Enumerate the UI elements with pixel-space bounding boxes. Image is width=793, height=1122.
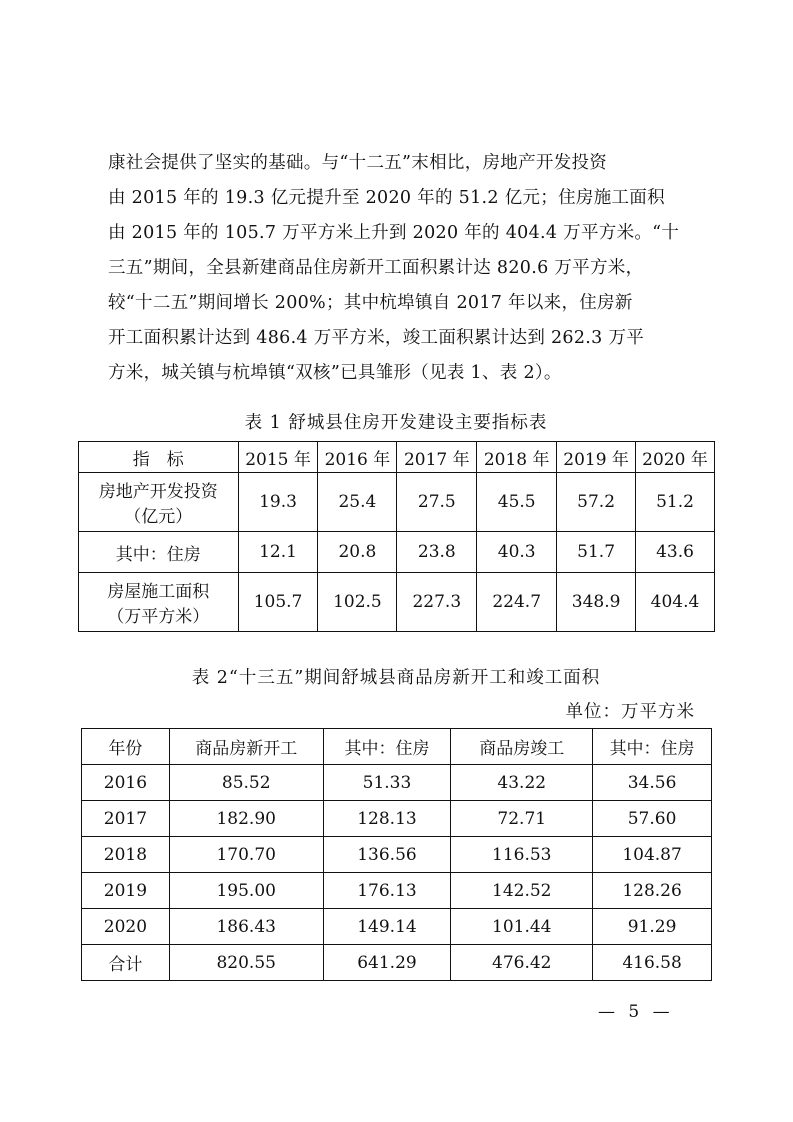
table-header-row <box>79 442 715 473</box>
table-cell: 23.8 <box>397 532 477 573</box>
header-cell: 2018 年 <box>477 442 557 473</box>
table-cell: 416.58 <box>593 945 712 981</box>
header-cell: 指 标 <box>79 442 239 473</box>
table-cell: 101.44 <box>451 909 593 945</box>
table-row <box>79 532 715 573</box>
table-cell: 182.90 <box>169 801 323 837</box>
header-cell: 2019 年 <box>557 442 636 473</box>
table-cell: 149.14 <box>323 909 451 945</box>
table2-unit-label: 单位：万平方米 <box>565 702 695 722</box>
row-label <box>79 573 239 632</box>
table-cell: 51.33 <box>323 765 451 801</box>
table1-housing-indicators <box>78 441 715 632</box>
table-cell: 102.5 <box>318 573 397 632</box>
header-cell: 其中：住房 <box>323 729 451 765</box>
body-paragraph <box>108 146 693 391</box>
page-number: — 5 — <box>598 1002 674 1022</box>
header-cell: 2017 年 <box>397 442 477 473</box>
paragraph-line: 三五”期间，全县新建商品住房新开工面积累计达 820.6 万平方米， <box>108 258 644 278</box>
table-cell: 72.71 <box>451 801 593 837</box>
table-cell: 142.52 <box>451 873 593 909</box>
header-cell: 2016 年 <box>318 442 397 473</box>
paragraph-line: 较“十二五”期间增长 200%；其中杭埠镇自 2017 年以来，住房新 <box>108 293 633 313</box>
table-cell: 57.60 <box>593 801 712 837</box>
table-cell: 2016 <box>82 765 170 801</box>
table-row <box>79 473 715 532</box>
table-cell: 224.7 <box>477 573 557 632</box>
table-cell: 40.3 <box>477 532 557 573</box>
table-cell: 27.5 <box>397 473 477 532</box>
table-header-row <box>82 729 712 765</box>
row-label-line: （亿元） <box>124 507 193 527</box>
table-cell: 2017 <box>82 801 170 837</box>
table-cell: 404.4 <box>636 573 715 632</box>
table2-caption: 表 2“十三五”期间舒城县商品房新开工和竣工面积 <box>191 668 601 688</box>
header-cell: 商品房竣工 <box>451 729 593 765</box>
row-label: 其中：住房 <box>79 532 239 573</box>
table-cell: 476.42 <box>451 945 593 981</box>
paragraph-line: 由 2015 年的 105.7 万平方米上升到 2020 年的 404.4 万平方米。“十 <box>108 223 680 243</box>
table-cell: 43.22 <box>451 765 593 801</box>
table-cell: 25.4 <box>318 473 397 532</box>
paragraph-line: 方米，城关镇与杭埠镇“双核”已具雏形（见表 1、表 2）。 <box>108 363 562 383</box>
table-cell: 195.00 <box>169 873 323 909</box>
header-cell: 商品房新开工 <box>169 729 323 765</box>
table-row <box>82 765 712 801</box>
table-cell: 128.13 <box>323 801 451 837</box>
table-cell: 合计 <box>82 945 170 981</box>
table-cell: 91.29 <box>593 909 712 945</box>
table-cell: 104.87 <box>593 837 712 873</box>
table-cell: 136.56 <box>323 837 451 873</box>
header-cell: 2015 年 <box>238 442 318 473</box>
row-label-line: 房地产开发投资 <box>98 482 218 502</box>
header-cell: 2020 年 <box>636 442 715 473</box>
table-cell: 186.43 <box>169 909 323 945</box>
table-cell: 19.3 <box>238 473 318 532</box>
table-cell: 170.70 <box>169 837 323 873</box>
table-cell: 45.5 <box>477 473 557 532</box>
table-cell: 105.7 <box>238 573 318 632</box>
table-cell: 2018 <box>82 837 170 873</box>
table-cell: 116.53 <box>451 837 593 873</box>
paragraph-line: 开工面积累计达到 486.4 万平方米，竣工面积累计达到 262.3 万平 <box>108 328 645 348</box>
table1-caption: 表 1 舒城县住房开发建设主要指标表 <box>244 413 548 433</box>
table-cell: 51.7 <box>557 532 636 573</box>
table-cell: 2019 <box>82 873 170 909</box>
table-cell: 348.9 <box>557 573 636 632</box>
table-row <box>82 837 712 873</box>
table-cell: 176.13 <box>323 873 451 909</box>
table-cell: 43.6 <box>636 532 715 573</box>
table-cell: 227.3 <box>397 573 477 632</box>
table-cell: 51.2 <box>636 473 715 532</box>
table-row <box>79 573 715 632</box>
table-row <box>82 909 712 945</box>
row-label-line: 房屋施工面积 <box>107 582 210 602</box>
table-cell: 20.8 <box>318 532 397 573</box>
table-cell: 34.56 <box>593 765 712 801</box>
table-cell: 128.26 <box>593 873 712 909</box>
paragraph-line: 由 2015 年的 19.3 亿元提升至 2020 年的 51.2 亿元；住房施工面积 <box>108 188 665 208</box>
paragraph-line: 康社会提供了坚实的基础。与“十二五”末相比，房地产开发投资 <box>108 153 608 173</box>
table-cell: 85.52 <box>169 765 323 801</box>
table-row <box>82 801 712 837</box>
table-cell: 57.2 <box>557 473 636 532</box>
table-cell: 641.29 <box>323 945 451 981</box>
table-cell: 820.55 <box>169 945 323 981</box>
header-cell: 其中：住房 <box>593 729 712 765</box>
row-label <box>79 473 239 532</box>
table-total-row <box>82 945 712 981</box>
table-cell: 2020 <box>82 909 170 945</box>
table-row <box>82 873 712 909</box>
table-cell: 12.1 <box>238 532 318 573</box>
header-cell: 年份 <box>82 729 170 765</box>
table2-construction-area <box>81 728 712 981</box>
row-label-line: （万平方米） <box>107 607 210 627</box>
